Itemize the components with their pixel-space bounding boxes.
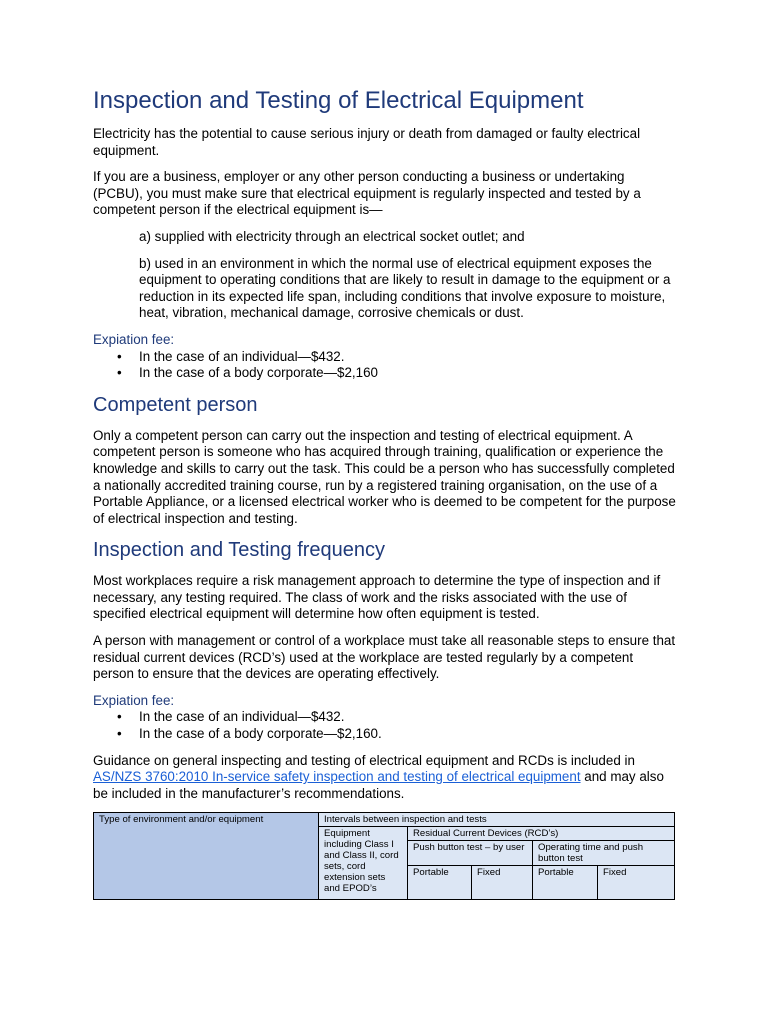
push-button-header-cell: Push button test – by user bbox=[408, 841, 533, 866]
competent-person-paragraph: Only a competent person can carry out the inspection and testing of electrical equipment. A competent person is someone who has acquired through training, qualification or experience the knowledge and skills to carry out the task. This could be a person who has successfully completed a nationally accredited training course, run by a registered training organisation, on the use of a Portable Appliance, or a licensed electrical worker who is deemed to be competent for the purpose of electrical inspection and testing. bbox=[93, 427, 676, 526]
standard-link[interactable]: AS/NZS 3760:2010 In-service safety inspection and testing of electrical equipment bbox=[93, 769, 581, 785]
fixed-header-cell: Fixed bbox=[472, 866, 533, 900]
expiation-fee-label-1: Expiation fee: bbox=[93, 331, 175, 347]
bullet-icon: • bbox=[117, 365, 122, 381]
expiation-fee-list-2 bbox=[93, 709, 677, 742]
list-item: • In the case of a body corporate—$2,160. bbox=[117, 726, 382, 742]
bullet-icon: • bbox=[117, 726, 122, 742]
portable-header-cell: Portable bbox=[408, 866, 472, 900]
inspection-intervals-table bbox=[93, 812, 675, 900]
env-header-cell: Type of environment and/or equipment bbox=[94, 813, 319, 900]
guidance-paragraph: Guidance on general inspecting and testing of electrical equipment and RCDs is included in AS/NZS 3760:2010 In-service safety inspection and testing of electrical equipment and may also be included in the manufacturer’s recommendations. bbox=[93, 752, 664, 801]
bullet-icon: • bbox=[117, 709, 122, 725]
frequency-heading: Inspection and Testing frequency bbox=[93, 539, 386, 562]
frequency-paragraph-1: Most workplaces require a risk management approach to determine the type of inspection and if necessary, any testing required. The class of work and the risks associated with the use of specified electrical equipment will determine how often equipment is tested. bbox=[93, 573, 661, 622]
condition-item-b: b) used in an environment in which the normal use of electrical equipment exposes the equipment to operating conditions that are likely to result in damage to the equipment or a reduction in its expected life span, including conditions that involve exposure to moisture, heat, vibration, mechanical damage, corrosive chemicals or dust. bbox=[139, 255, 671, 321]
list-item: • In the case of a body corporate—$2,160 bbox=[117, 365, 378, 381]
pcbu-paragraph: If you are a business, employer or any other person conducting a business or undertaking (PCBU), you must make sure that electrical equipment is regularly inspected and tested by a competent person if the electrical equipment is— bbox=[93, 169, 641, 218]
competent-person-heading: Competent person bbox=[93, 393, 258, 416]
frequency-paragraph-2: A person with management or control of a workplace must take all reasonable steps to ensure that residual current devices (RCD’s) used at the workplace are tested regularly by a competent person to ensure that the devices are operating effectively. bbox=[93, 633, 676, 682]
intro-paragraph: Electricity has the potential to cause serious injury or death from damaged or faulty electrical equipment. bbox=[93, 126, 641, 158]
list-item: • In the case of an individual—$432. bbox=[117, 709, 345, 725]
expiation-fee-list-1 bbox=[93, 349, 677, 382]
fixed-header-cell: Fixed bbox=[598, 866, 675, 900]
bullet-icon: • bbox=[117, 348, 122, 364]
equipment-header-cell: Equipment including Class I and Class II, cord sets, cord extension sets and EPOD’s bbox=[319, 827, 408, 900]
condition-item-a: a) supplied with electricity through an electrical socket outlet; and bbox=[139, 228, 525, 244]
operating-time-header-cell: Operating time and push button test bbox=[533, 841, 675, 866]
list-item: • In the case of an individual—$432. bbox=[117, 348, 345, 364]
intervals-header-cell: Intervals between inspection and tests bbox=[319, 813, 675, 827]
expiation-fee-label-2: Expiation fee: bbox=[93, 692, 175, 708]
rcd-header-cell: Residual Current Devices (RCD’s) bbox=[408, 827, 675, 841]
portable-header-cell: Portable bbox=[533, 866, 598, 900]
document-page bbox=[93, 86, 677, 900]
page-title: Inspection and Testing of Electrical Equipment bbox=[93, 87, 584, 114]
